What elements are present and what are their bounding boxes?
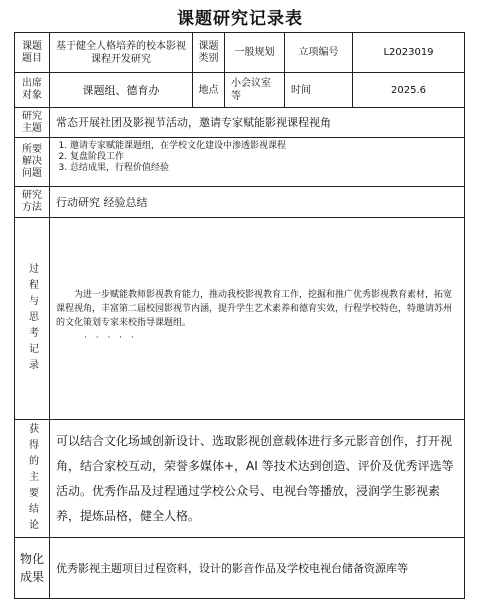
process-label-cell [14, 217, 50, 420]
results-label: 获得的主要结论 [26, 422, 38, 535]
project-no-label-cell [284, 32, 353, 73]
project-no-label: 立项编号 [298, 47, 339, 58]
attendees-value-cell [49, 72, 193, 108]
method-value: 行动研究 经验总结 [56, 195, 148, 209]
process-label: 过程与思考记录 [26, 262, 38, 375]
category-label-cell [192, 32, 225, 73]
results-label-cell [14, 419, 50, 538]
process-cell [49, 217, 465, 420]
method-value-cell [49, 186, 465, 218]
time-value: 2025.6 [391, 84, 426, 96]
problem-item: 1. 邀请专家赋能课题组，在学校文化建设中渗透影视课程 [70, 141, 460, 152]
attendees-label-cell [14, 72, 50, 108]
category-value: 一般规划 [234, 47, 275, 58]
topic-label-cell [14, 32, 50, 73]
problems-label-cell [14, 137, 50, 187]
theme-value: 常态开展社团及影视节活动，邀请专家赋能影视课程视角 [56, 116, 331, 129]
category-value-cell [224, 32, 285, 73]
theme-label: 研究主题 [22, 110, 42, 134]
topic-value-cell [49, 32, 193, 73]
theme-label-cell [14, 107, 50, 138]
time-value-cell [352, 72, 465, 108]
materials-value-cell [49, 537, 465, 599]
attendees-value: 课题组、德育办 [82, 83, 160, 97]
project-no-value: L2023019 [383, 47, 434, 58]
problems-list [54, 141, 460, 174]
results-text: 可以结合文化场域创新设计、选取影视创意载体进行多元影音创作，打开视角，结合家校互动，荣誉多媒体+，AI 等技术达到创造、评价及优秀评选等活动。优秀作品及过程通过学校公众号、电视台等播放，浸润学生影视素养，提炼品格，健全人格。 [56, 433, 454, 523]
theme-value-cell [49, 107, 465, 138]
materials-value: 优秀影视主题项目过程资料，设计的影音作品及学校电视台储备资源库等 [56, 561, 408, 575]
topic-label: 课题题目 [22, 40, 42, 64]
materials-label-cell [14, 537, 50, 599]
method-label-cell [14, 186, 50, 218]
time-label: 时间 [291, 84, 311, 96]
problems-label: 所要解决问题 [22, 144, 42, 179]
project-no-value-cell [352, 32, 465, 73]
problem-item: 2. 复盘阶段工作 [70, 152, 460, 163]
page-title: 课题研究记录表 [177, 9, 303, 29]
time-label-cell [284, 72, 353, 108]
problems-cell [49, 137, 465, 187]
location-label: 地点 [198, 84, 219, 96]
location-value-cell [224, 72, 285, 108]
results-cell [49, 419, 465, 538]
location-label-cell [192, 72, 225, 108]
materials-label: 物化成果 [19, 552, 44, 584]
problem-item: 3. 总结成果，行程价值经验 [70, 163, 460, 174]
process-text: 为进一步赋能教师影视教育能力，推动我校影视教育工作，挖掘和推广优秀影视教育素材，拓宽课程视角，丰富第二届校园影视节内涵，提升学生艺术素养和德育实效，行程学校特色，特邀请苏州的文化策划专家来校指导课题组。 [56, 290, 453, 328]
method-label: 研究方法 [22, 190, 42, 213]
category-label: 课题类别 [198, 40, 219, 64]
location-value: 小会议室等 [231, 78, 271, 102]
topic-value: 基于健全人格培养的校本影视课程开发研究 [56, 40, 186, 65]
attendees-label: 出席对象 [22, 78, 42, 101]
process-dots: · · · · · [84, 333, 137, 343]
